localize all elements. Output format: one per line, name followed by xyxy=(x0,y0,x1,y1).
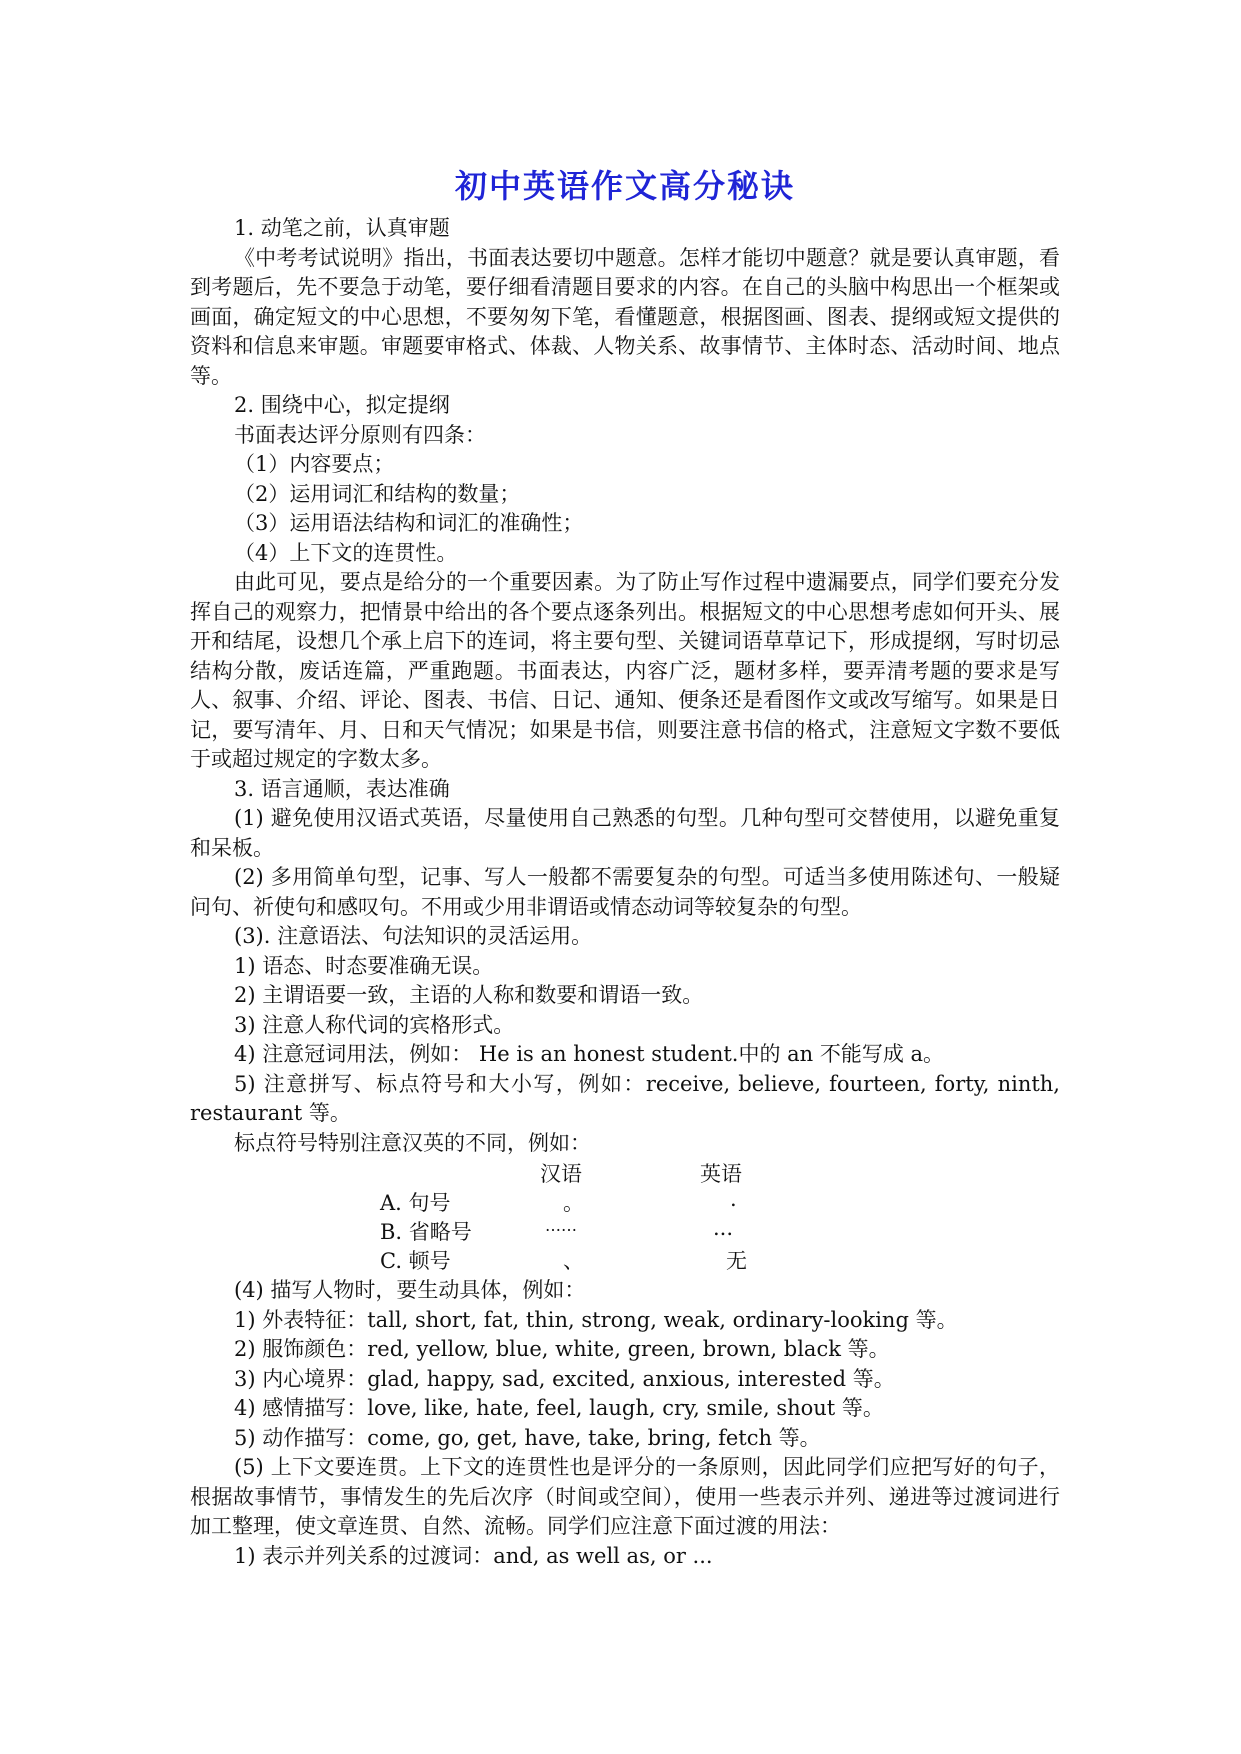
scoring-rule: （3）运用语法结构和词汇的准确性； xyxy=(234,511,584,535)
punct-row-chinese: 。 xyxy=(563,1191,584,1215)
grammar-item: 2) 主谓语要一致，主语的人称和数要和谓语一致。 xyxy=(234,983,704,1007)
grammar-item: 3) 注意人称代词的宾格形式。 xyxy=(234,1012,515,1037)
scoring-rules-intro: 书面表达评分原则有四条： xyxy=(234,422,486,447)
scoring-rule: （4）上下文的连贯性。 xyxy=(234,540,458,565)
punct-row-english: 无 xyxy=(726,1249,747,1273)
punct-row-label: B. 省略号 xyxy=(380,1220,472,1244)
grammar-item: 5) 注意拼写、标点符号和大小写，例如：receive, believe, fourteen, forty, ninth, restaurant 等。 xyxy=(190,1071,1060,1125)
description-item: 3) 内心境界：glad, happy, sad, excited, anxious, interested 等。 xyxy=(234,1366,895,1391)
punctuation-table xyxy=(190,1158,1060,1276)
grammar-item: 4) 注意冠词用法，例如： He is an honest student.中的 an 不能写成 a。 xyxy=(234,1042,945,1066)
punct-row-label: C. 顿号 xyxy=(380,1249,451,1273)
column-header-english: 英语 xyxy=(700,1162,742,1186)
punct-row-chinese: …… xyxy=(545,1216,577,1235)
section-1-heading: 1. 动笔之前，认真审题 xyxy=(234,216,450,240)
point-4-heading: (4) 描写人物时，要生动具体，例如： xyxy=(234,1278,586,1302)
punctuation-intro: 标点符号特别注意汉英的不同，例如： xyxy=(234,1130,591,1155)
section-1-paragraph: 《中考考试说明》指出，书面表达要切中题意。怎样才能切中题意？就是要认真审题，看到考题后，先不要急于动笔，要仔细看清题目要求的内容。在自己的头脑中构思出一个框架或画面，确定短文的中心思想，不要匆匆下笔，看懂题意，根据图画、图表、提纲或短文提供的资料和信息来审题。审题要审格式、体裁、人物关系、故事情节、主体时态、活动时间、地点等。 xyxy=(190,245,1060,388)
section-2-heading: 2. 围绕中心，拟定提纲 xyxy=(234,393,450,417)
point-3-heading: (3). 注意语法、句法知识的灵活运用。 xyxy=(234,924,593,948)
scoring-rule: （2）运用词汇和结构的数量； xyxy=(234,481,521,506)
document-page xyxy=(190,158,1060,1571)
punct-row-chinese: 、 xyxy=(563,1249,584,1273)
section-3-heading: 3. 语言通顺，表达准确 xyxy=(234,776,450,801)
grammar-item: 1) 语态、时态要准确无误。 xyxy=(234,953,494,978)
column-header-chinese: 汉语 xyxy=(540,1162,582,1186)
scoring-rule: （1）内容要点； xyxy=(234,452,395,476)
punct-row-english: . xyxy=(730,1187,737,1211)
description-item: 4) 感情描写：love, like, hate, feel, laugh, cry, smile, shout 等。 xyxy=(234,1396,884,1420)
description-item: 2) 服饰颜色：red, yellow, blue, white, green, brown, black 等。 xyxy=(234,1337,890,1361)
transition-item: 1) 表示并列关系的过渡词：and, as well as, or ... xyxy=(234,1543,713,1568)
point-1-paragraph: (1) 避免使用汉语式英语，尽量使用自己熟悉的句型。几种句型可交替使用，以避免重复和呆板。 xyxy=(190,806,1060,860)
description-item: 1) 外表特征：tall, short, fat, thin, strong, weak, ordinary-looking 等。 xyxy=(234,1307,958,1332)
section-2-paragraph: 由此可见，要点是给分的一个重要因素。为了防止写作过程中遗漏要点，同学们要充分发挥自己的观察力，把情景中给出的各个要点逐条列出。根据短文的中心思想考虑如何开头、展开和结尾，设想几个承上启下的连词，将主要句型、关键词语草草记下，形成提纲，写时切忌结构分散，废话连篇，严重跑题。书面表达，内容广泛，题材多样，要弄清考题的要求是写人、叙事、介绍、评论、图表、书信、日记、通知、便条还是看图作文或改写缩写。如果是日记，要写清年、月、日和天气情况；如果是书信，则要注意书信的格式，注意短文字数不要低于或超过规定的字数太多。 xyxy=(190,570,1060,771)
description-item: 5) 动作描写：come, go, get, have, take, bring, fetch 等。 xyxy=(234,1425,821,1450)
punct-row-label: A. 句号 xyxy=(380,1191,451,1215)
point-2-paragraph: (2) 多用简单句型，记事、写人一般都不需要复杂的句型。可适当多使用陈述句、一般疑问句、祈使句和感叹句。不用或少用非谓语或情态动词等较复杂的句型。 xyxy=(190,865,1060,919)
punct-row-english: ... xyxy=(713,1216,734,1240)
document-title: 初中英语作文高分秘诀 xyxy=(454,167,795,205)
point-5-paragraph: (5) 上下文要连贯。上下文的连贯性也是评分的一条原则，因此同学们应把写好的句子，根据故事情节，事情发生的先后次序（时间或空间），使用一些表示并列、递进等过渡词进行加工整理，使文章连贯、自然、流畅。同学们应注意下面过渡的用法： xyxy=(190,1455,1060,1538)
